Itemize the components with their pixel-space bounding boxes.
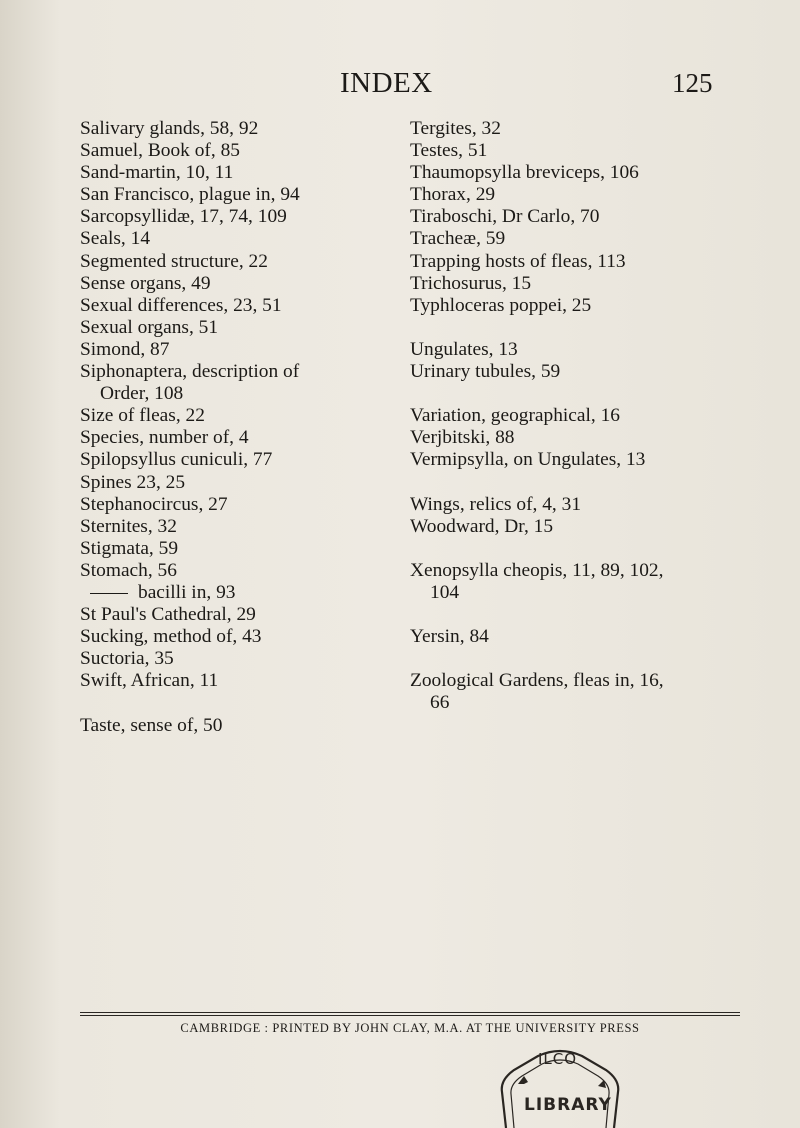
index-entry: Samuel, Book of, 85 [80, 140, 240, 162]
index-entry: Stephanocircus, 27 [80, 493, 228, 515]
index-entry: Taste, sense of, 50 [80, 714, 223, 736]
index-entry: San Francisco, plague in, 94 [80, 184, 300, 206]
section-gap [80, 692, 400, 714]
index-entry: Xenopsylla cheopis, 11, 89, 102, [410, 559, 664, 581]
index-entry: Testes, 51 [410, 140, 488, 162]
index-entry: Species, number of, 4 [80, 427, 249, 449]
index-entry: Sternites, 32 [80, 515, 177, 537]
page-number: 125 [672, 68, 713, 98]
page-title: INDEX [340, 67, 433, 99]
index-entry: Seals, 14 [80, 228, 151, 250]
index-entry: Spilopsyllus cuniculi, 77 [80, 449, 273, 471]
index-entry-continuation: 66 [430, 692, 450, 714]
index-entry: Sense organs, 49 [80, 272, 211, 294]
index-entry: Woodward, Dr, 15 [410, 515, 554, 537]
index-entry: Sarcopsyllidæ, 17, 74, 109 [80, 206, 287, 228]
section-gap [410, 648, 740, 670]
index-entry: Vermipsylla, on Ungulates, 13 [410, 449, 646, 471]
index-entry: Suctoria, 35 [80, 648, 174, 670]
index-entry: Salivary glands, 58, 92 [80, 118, 259, 139]
index-entry: Variation, geographical, 16 [410, 405, 620, 427]
index-entry: Simond, 87 [80, 338, 170, 360]
section-gap [410, 317, 740, 339]
index-entry: Spines 23, 25 [80, 471, 186, 493]
index-subentry: bacilli in, 93 [80, 582, 400, 604]
stamp-label: LIBRARY [524, 1095, 612, 1115]
index-entry: Stigmata, 59 [80, 537, 179, 559]
index-entry: Tergites, 32 [410, 118, 501, 139]
section-gap [410, 604, 740, 626]
index-column-left [80, 118, 400, 737]
section-gap [410, 472, 740, 494]
index-entry: Verjbitski, 88 [410, 427, 515, 449]
index-entry: Ungulates, 13 [410, 338, 518, 360]
index-entry: Segmented structure, 22 [80, 250, 268, 272]
index-entry: Yersin, 84 [410, 626, 489, 648]
index-entry: Thorax, 29 [410, 184, 496, 206]
printer-imprint: CAMBRIDGE : PRINTED BY JOHN CLAY, M.A. AT THE UNIVERSITY PRESS [180, 1021, 640, 1035]
section-gap [410, 383, 740, 405]
index-column-right [410, 118, 740, 715]
index-entry: Tiraboschi, Dr Carlo, 70 [410, 206, 600, 228]
index-entry: Sand-martin, 10, 11 [80, 162, 234, 184]
index-entry-continuation: 104 [430, 581, 460, 603]
index-entry: Typhloceras poppei, 25 [410, 294, 592, 316]
index-entry: St Paul's Cathedral, 29 [80, 604, 256, 626]
index-entry-continuation: Order, 108 [100, 383, 184, 405]
index-entry: Trapping hosts of fleas, 113 [410, 250, 626, 272]
index-entry: Zoological Gardens, fleas in, 16, [410, 670, 664, 692]
index-entry: Urinary tubules, 59 [410, 361, 561, 383]
index-entry: Size of fleas, 22 [80, 405, 205, 427]
library-stamp [480, 1040, 640, 1128]
index-entry: Trichosurus, 15 [410, 272, 532, 294]
index-entry: Sexual differences, 23, 51 [80, 294, 282, 316]
running-head [0, 63, 800, 103]
library-stamp-graphic [480, 1040, 640, 1128]
index-entry: Wings, relics of, 4, 31 [410, 493, 582, 515]
stamp-arc-text: ILCO [538, 1050, 578, 1068]
index-entry: Stomach, 56 [80, 559, 177, 581]
index-entry: Sucking, method of, 43 [80, 626, 262, 648]
section-gap [410, 538, 740, 560]
imprint-rule [80, 1012, 740, 1016]
index-entry: Siphonaptera, description of [80, 361, 300, 383]
index-entry: Tracheæ, 59 [410, 228, 506, 250]
index-entry: Thaumopsylla breviceps, 106 [410, 162, 639, 184]
index-entry: Swift, African, 11 [80, 670, 219, 692]
index-entry: Sexual organs, 51 [80, 316, 219, 338]
